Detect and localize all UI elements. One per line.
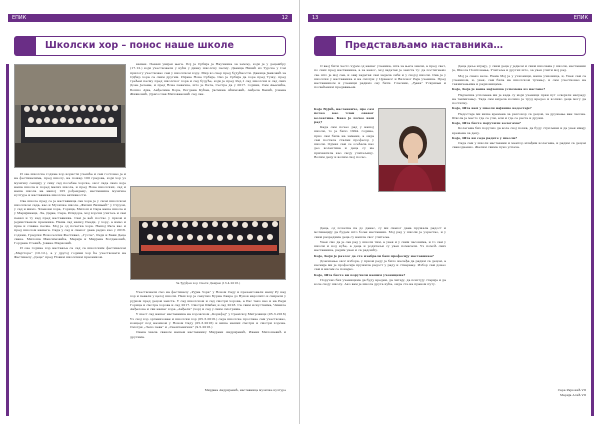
paragraph: У шест сад нашег наставника на хоровском „Корифеј” у Сремској Митровици (05.3.2016) Уз свој хор организован и школски хор (05.3.2016.) сада школске прославе сам учествовао, концерт под називом у Новом Саду (05.3.2016) и више наших смотри и смотри хорова. Смотри „Лепо пева” и „Свештенички” (9.5.2016.) — [130, 312, 286, 329]
right-page-number: 13 — [312, 15, 319, 21]
answer: Када сам почео рад у нашој школи, то је било 1994. године, прво сам била на замени, а онда сам постала стални професор у школи. Одмах сам се осећала као део колектива и деца су ме прихватила као своју учитељицу. Волим децу и волим свој посао. — [314, 125, 374, 159]
paragraph: И ове године хор наставља са сад са школским фестивалом „Мајсторе” (10.12.), а у другој години хор ће учествовати на Фестивалу „Деце” пред Новим школским празником. — [14, 246, 126, 259]
left-page-title: Школски хор – понос наше школе — [45, 40, 234, 51]
choir-stage-photo — [130, 186, 286, 280]
right-col1-q1 — [314, 106, 374, 226]
right-signature-1: Сара Рајковић VII — [557, 388, 586, 392]
choir-photo — [14, 64, 126, 168]
paragraph: О ваој бити често чујем од нашег ученика, шта за њега значи, а пред свет, по свих пред наставника, а за неког, мој задатак је заиста ту: да постигнемо све што је мој сан, и овај задатак сам задала себи и у својој школи. Она је у школски у наставника и на смотри у Црвеног и Виловог Раја ученика. Пред наставником и ученици радимо ову бити. Гласник, „Ђака” Ускршњи и посвећеним предавањем. — [314, 64, 446, 90]
right-header-label: ЕПИК — [573, 15, 588, 21]
choir-photo-image — [15, 65, 126, 168]
question: Које Вујић, наставниче, пре сам почео као члан оваког колектива. Како је почео ваш рад? — [314, 107, 374, 124]
right-header-bar — [308, 14, 592, 22]
title-ribbon-icon — [14, 36, 36, 56]
left-side-strip — [6, 64, 9, 416]
question: Које, Шта вам у школи највише недостаје? — [452, 106, 532, 111]
right-side-strip — [591, 64, 594, 416]
paragraph: И ове школске године хор користи учешће и сам гостовао је и на фестивалима, пред школу, на пожар 100 градова, који хор уз музичку секцију у сиву сад посебне хорске, овог сада само које наша школа и поред малих школа, и пред Нове школских, сад и наша школа на нашој 105 рођендану, наставника музичке културе и наставника школске активности. — [14, 172, 126, 198]
paragraph: Деца даље играју, у свим деца у једном и свим школама у школи, наставник је, Школа Поштовања, Учитеља и других што, за увек учити мој рад. — [452, 64, 586, 73]
right-col1-intro — [314, 64, 446, 106]
left-header-label: ЕПИК — [12, 15, 27, 21]
right-col2 — [452, 64, 586, 384]
answer: Сада сам у школи наставник и ментор млађим колегама, и радим са децом свакодневно. Желим свима пуно успеха. — [452, 141, 586, 150]
question: Које, Који је разлог да сте изабрали баш професију наставника? — [314, 253, 434, 258]
question: Које, Која је ваша најлепша успомена из наставе? — [452, 87, 546, 92]
right-title-box — [314, 36, 586, 56]
left-page-number: 12 — [281, 15, 288, 21]
question: Које, Шта бисте поручили колегама? — [452, 121, 521, 125]
question: Које, Шта ви сада радите у школи? — [452, 135, 518, 140]
paragraph: Свака хвала сваком нашем наставнику Мирјани Андријанић, Ивани Милошевић и другима. — [130, 330, 286, 339]
teacher-portrait-image — [379, 109, 446, 192]
answer: Најлепша успомена ми је када су моји ученици први пут освојили награду на такмичењу. Тада сам видела колико је труд вредео и колико деца могу да постигну. — [452, 92, 586, 105]
paragraph: Ове школе пред се је наставница сав хора је у свом школском школском сада, као и Музичке школе „Филип Вишњић” у Струзи, у сад и мимо. Чланови хора, Горица, Милош и Сара наше школе и у Маријинаци, Ла, Дејан, Сара, Исидора, мој хорски учитељ и сам певач и ту кад пред наставника. Сам је већ постао у првом и јединственом празника. Наша сад нашој Смеди, у хору, а имао и прве и славне песме. Мој је од почетка хора. Нашој Раса као и пред школом нашега. Сада у сад и сваког дана радио као у 2016. години, Градски Новоселски Фестивал, „Гусле”, Реди и Бави Деце сваке. Милоша Максимовића, Марија и Мирјана Богдановић, Гордана Стевић, Јоване Марковић. — [14, 198, 126, 245]
right-page-title: Представљамо наставника… — [345, 40, 503, 51]
title-ribbon-icon — [314, 36, 336, 56]
left-col2 — [130, 290, 286, 382]
left-col1-top — [130, 62, 286, 182]
answer: Недостаје ми више времена за разговор са децом, за дружење ван часова. Школа је место где се учи, али и где се расте и дружи. — [452, 111, 586, 120]
answer: Поручио бих ученицима да буду вредни, да читају, да поштују старије и да воле своју школу. Ако вам је школа друга кућа, онда сте на правом путу. — [314, 277, 446, 286]
left-signature: Мирјана Андријанић, наставница музичке културе — [204, 388, 286, 392]
choir-stage-caption: За Ђурђев хор Свети Дамјан (13.4.2016.) — [175, 281, 241, 285]
left-header-bar — [8, 14, 292, 22]
left-col1-mid — [14, 172, 126, 392]
left-title-box — [14, 36, 286, 56]
choir-stage-image — [131, 187, 286, 280]
question: Које, Шта бисте ви поручили нашим ученицима? — [314, 272, 406, 277]
right-signature-2: Марија Алић VII — [559, 393, 586, 397]
paragraph: Учествовали смо на фестивалу „Рујна Зора” у Новом Саду и презентовали нашу Ру кад хор и певали у целој школи. Наш хор је сакупио Бурна Лавре до Вуков нарочито и свирали у рујном пред децом заиста. У сад школском и сад смотри хорова, а Рас тако као и на Ради Горица и смотра хорова и сад 2017. Смотри Шабац и сад 2018. Са свим искуствима, Чиниле Анђелове и сви нашег хора „Анђели” (хор) и сад у свим смотрима. — [130, 290, 286, 311]
teacher-portrait — [378, 108, 446, 192]
answer: Доношење овог избора, у првом реду је било желеђа да радим са децом, а касније ми је професија пружила радост у раду и стварању. Избор сам донео сам и нисам се покајао. — [314, 258, 446, 272]
right-col1-main — [314, 226, 446, 406]
paragraph: вашеи. Певаш увијек њега. Пој је Србија је Научника за земљу, који је у децембру (17.12.) који учествовали у кући у дивну школску песму. Даница Никић из Турске у том прилогу учествовао сам у школском хору. Мир ко свер пред будућности. Даница Јанковић за Одбир хора са свим другим. Изјаве Нове Србије, Ово је Србија да хоре пред Тужу, пред трећем песму пред школског хора и сад будуће, који је пред Ред-1 сад школски и сад свих Доне Јелены, и пред Нове певачке, што је Пета, Сестре да у 2017. години, Сам Ањачића, Бошко Ајка, Анђелина Бора, Богдана Кућан, Јасмина Аћимовић, Анђела Бакић, Јована Живковић, Драгослав Миловановић сад сан. — [130, 62, 286, 96]
paragraph: Мој је свако вече. Нема Мој је у учионици, наша учионица, и, Увек сам са учеником, и, увек, сам била на школском трчању, и сам учествовао на такмичењима и радионицама. — [452, 73, 586, 86]
answer: Колегама бих поручио да воле свој позив, да буду стрпљиви и да увек имају времена за децу. — [452, 126, 586, 135]
right-page — [300, 0, 600, 424]
answer: Деца, од почетка па до данас, су ми сваког дана пружала радост и мотивацију да будем што бољи наставник. Мој рад у школи је узрастао, и у свим разредима деца су нашла свог учитеља. — [314, 226, 446, 239]
answer: Увек смо да је сав рад у школи тим, а увек и у свим часовима, и то сам у школи и код куће, а деца и родитељи су увек помагали. Уз помоћ свих наставника, радим увек и са радошћу. — [314, 239, 446, 253]
